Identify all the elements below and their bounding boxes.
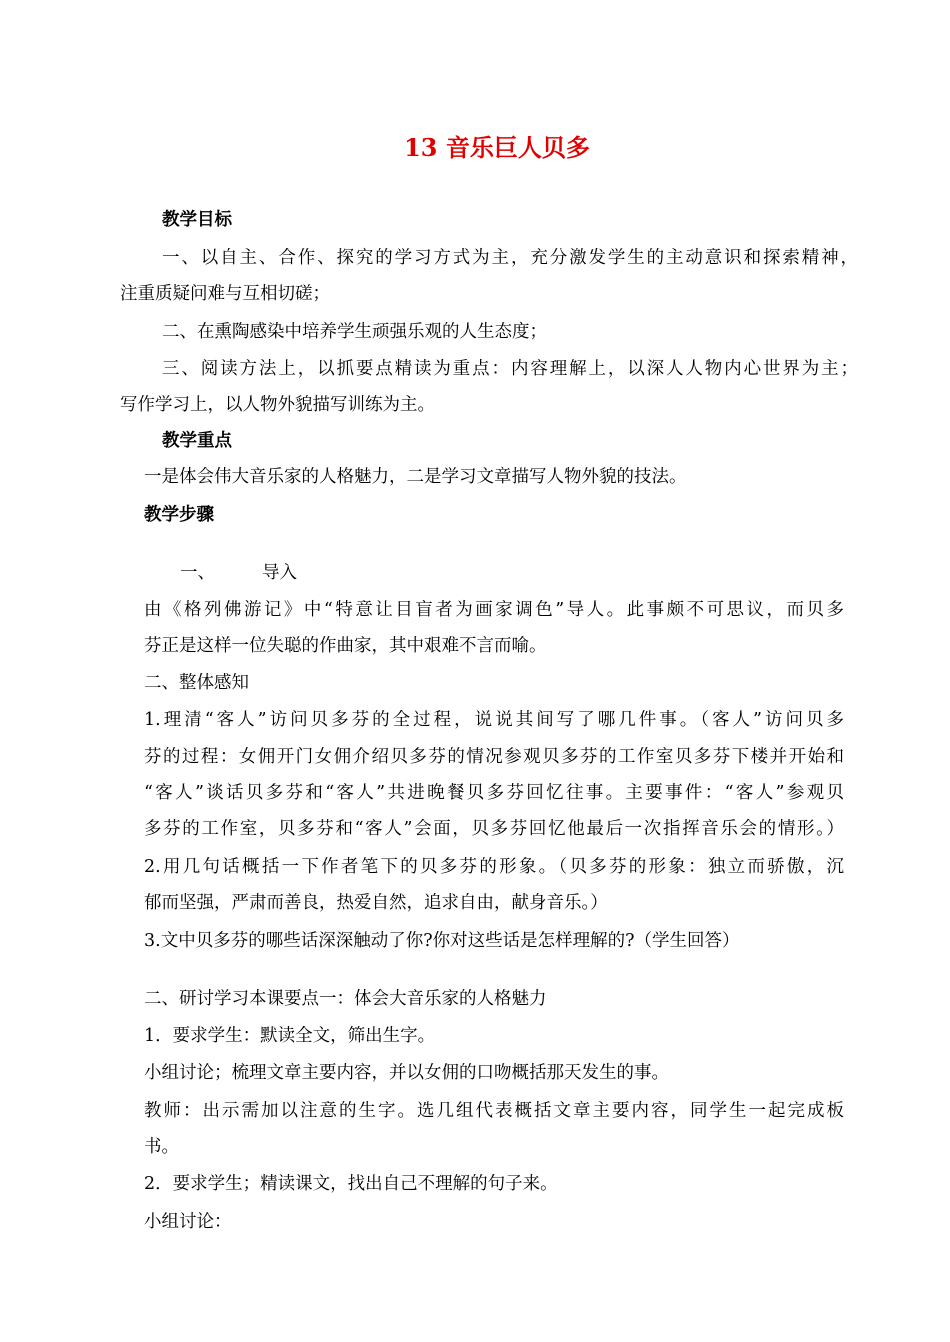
study-step-1: 1．要求学生：默读全文，筛出生字。 [144, 1026, 436, 1046]
q2-line-2: 郁而坚强，严肃而善良，热爱自然，追求自由，献身音乐。） [144, 893, 608, 913]
page-title: 13 音乐巨人贝多 [404, 133, 590, 162]
q1-line-2: 芬的过程：女佣开门女佣介绍贝多芬的情况参观贝多芬的工作室贝多芬下楼并开始和 [144, 747, 844, 767]
goal-1-line-2: 注重质疑问难与互相切磋； [120, 284, 330, 304]
q1-line-4: 多芬的工作室，贝多芬和“客人”会面，贝多芬回忆他最后一次指挥音乐会的情形。） [144, 819, 844, 839]
study-step-1-teacher-line-1: 教师：出示需加以注意的生字。选几组代表概括文章主要内容，同学生一起完成板 [144, 1101, 844, 1121]
q1-line-1: 1.理清“客人”访问贝多芬的全过程，说说其间写了哪几件事。（客人”访问贝多 [144, 710, 844, 730]
study-step-2-group: 小组讨论： [144, 1212, 232, 1232]
goal-3-line-1: 三、阅读方法上，以抓要点精读为重点：内容理解上，以深人人物内心世界为主； [162, 359, 858, 379]
goal-1-line-1: 一、以自主、合作、探究的学习方式为主，充分激发学生的主动意识和探索精神， [162, 248, 858, 268]
study-heading: 二、研讨学习本课要点一：体会大音乐家的人格魅力 [144, 989, 547, 1009]
intro-line-2: 芬正是这样一位失聪的作曲家，其中艰难不言而喻。 [144, 636, 547, 656]
study-step-2: 2．要求学生；精读课文，找出自己不理解的句子来。 [144, 1174, 558, 1194]
goal-2: 二、在熏陶感染中培养学生顽强乐观的人生态度； [162, 322, 547, 342]
q3: 3.文中贝多芬的哪些话深深触动了你?你对这些话是怎样理解的?（学生回答） [144, 931, 740, 951]
steps-heading: 教学步骤 [144, 505, 214, 525]
goals-heading: 教学目标 [162, 210, 232, 230]
overall-heading: 二、整体感知 [144, 673, 249, 693]
focus-heading: 教学重点 [162, 431, 232, 451]
study-step-1-group: 小组讨论；梳理文章主要内容，并以女佣的口吻概括那天发生的事。 [144, 1063, 669, 1083]
q2-line-1: 2.用几句话概括一下作者笔下的贝多芬的形象。（贝多芬的形象：独立而骄傲，沉 [144, 857, 844, 877]
q1-line-3: “客人”谈话贝多芬和“客人”共进晚餐贝多芬回忆往事。主要事件：“客人”参观贝 [144, 783, 844, 803]
intro-line-1: 由《格列佛游记》中“特意让目盲者为画家调色”导人。此事颇不可思议，而贝多 [144, 600, 844, 620]
intro-number: 一、 [180, 563, 215, 583]
intro-label: 导入 [262, 563, 297, 583]
study-step-1-teacher-line-2: 书。 [144, 1137, 179, 1157]
focus-text: 一是体会伟大音乐家的人格魅力，二是学习文章描写人物外貌的技法。 [144, 467, 687, 487]
goal-3-line-2: 写作学习上，以人物外貌描写训练为主。 [120, 395, 435, 415]
